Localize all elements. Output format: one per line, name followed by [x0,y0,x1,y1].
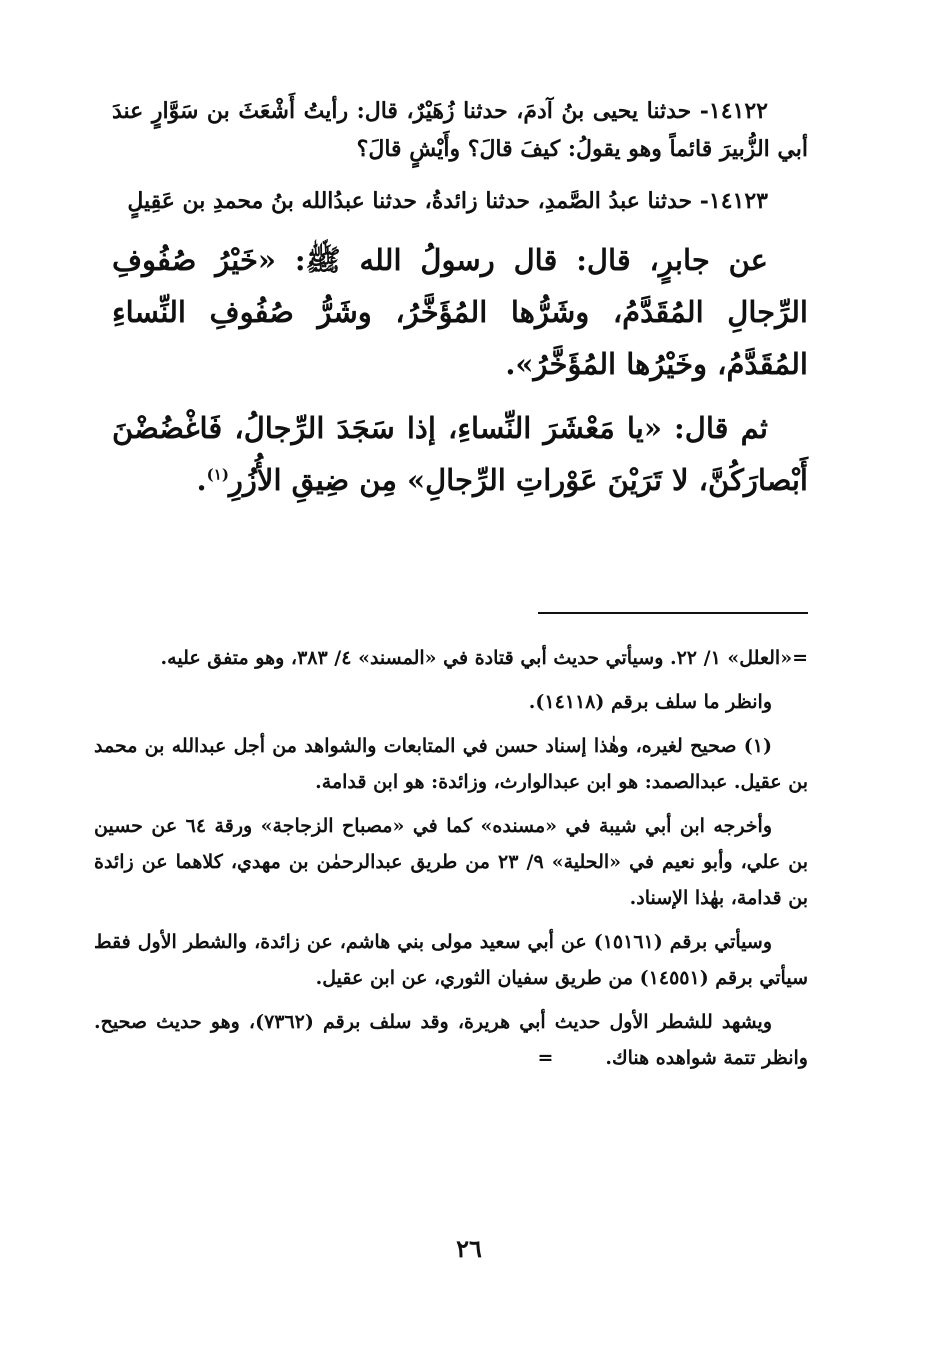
main-text [112,92,808,518]
footnote-1-cross-ref: وسيأتي برقم (١٥١٦١) عن أبي سعيد مولى بني هاشم، عن زائدة، والشطر الأول فقط سيأتي برقم (١٤٥٥١) من طريق سفيان الثوري، عن ابن عقيل. [94,931,808,989]
footnote-reference: (١) [206,465,229,484]
continuation-mark: = [537,1047,554,1069]
hadith-matn-2 [112,402,808,506]
page-number: ٢٦ [456,1234,482,1263]
footnote-1-shawahid-text: ويشهد للشطر الأول حديث أبي هريرة، وقد سلف برقم (٧٣٦٢)، وهو حديث صحيح. وانظر تتمة شواهده هناك. [94,1011,808,1069]
footnotes [94,640,808,1084]
hadith-matn-2-end: . [196,463,207,497]
hadith-matn-1: عن جابرٍ، قال: قال رسولُ الله ﷺ: «خَيْرُ صُفُوفِ الرِّجالِ المُقَدَّمُ، وشَرُّها المُؤَخَّرُ، وشَرُّ صُفُوفِ النِّساءِ المُقَدَّمُ، وخَيْرُها المُؤَخَّرُ». [112,243,808,381]
hadith-matn-2-text: ثم قال: «يا مَعْشَرَ النِّساءِ، إذا سَجَدَ الرِّجالُ، فَاغْضُضْنَ أَبْصارَكُنَّ، لا تَرَيْنَ عَوْراتِ الرِّجالِ» مِن ضِيقِ الأُزُرِ [112,411,808,497]
footnote-see-also: وانظر ما سلف برقم (١٤١١٨). [528,691,772,713]
footnote-separator [538,612,808,614]
hadith-14122: ١٤١٢٢- حدثنا يحيى بنُ آدمَ، حدثنا زُهَيْرٌ، قال: رأيتُ أَشْعَثَ بن سَوَّارٍ عندَ أبي الزُّبيرَ قائماً وهو يقولُ: كيفَ قالَ؟ وأَيْشٍ قالَ؟ [112,98,808,162]
footnote-1-shawahid [94,1004,808,1076]
footnote-1-takhrij: وأخرجه ابن أبي شيبة في «مسنده» كما في «مصباح الزجاجة» ورقة ٦٤ عن حسين بن علي، وأبو نعيم في «الحلية» ٩/ ٢٣ من طريق عبدالرحمٰن بن مهدي، كلاهما عن زائدة بن قدامة، بهٰذا الإسناد. [94,815,808,909]
footnote-continuation: =«العلل» ١/ ٢٢. وسيأتي حديث أبي قتادة في «المسند» ٤/ ٣٨٣، وهو متفق عليه. [160,647,808,669]
footnote-1: (١) صحيح لغيره، وهٰذا إسناد حسن في المتابعات والشواهد من أجل عبدالله بن محمد بن عقيل. عبدالصمد: هو ابن عبدالوارث، وزائدة: هو ابن قدامة. [94,735,808,793]
hadith-14123-isnad: ١٤١٢٣- حدثنا عبدُ الصَّمدِ، حدثنا زائدةُ، حدثنا عبدُالله بنُ محمدِ بن عَقِيلٍ [127,188,768,214]
